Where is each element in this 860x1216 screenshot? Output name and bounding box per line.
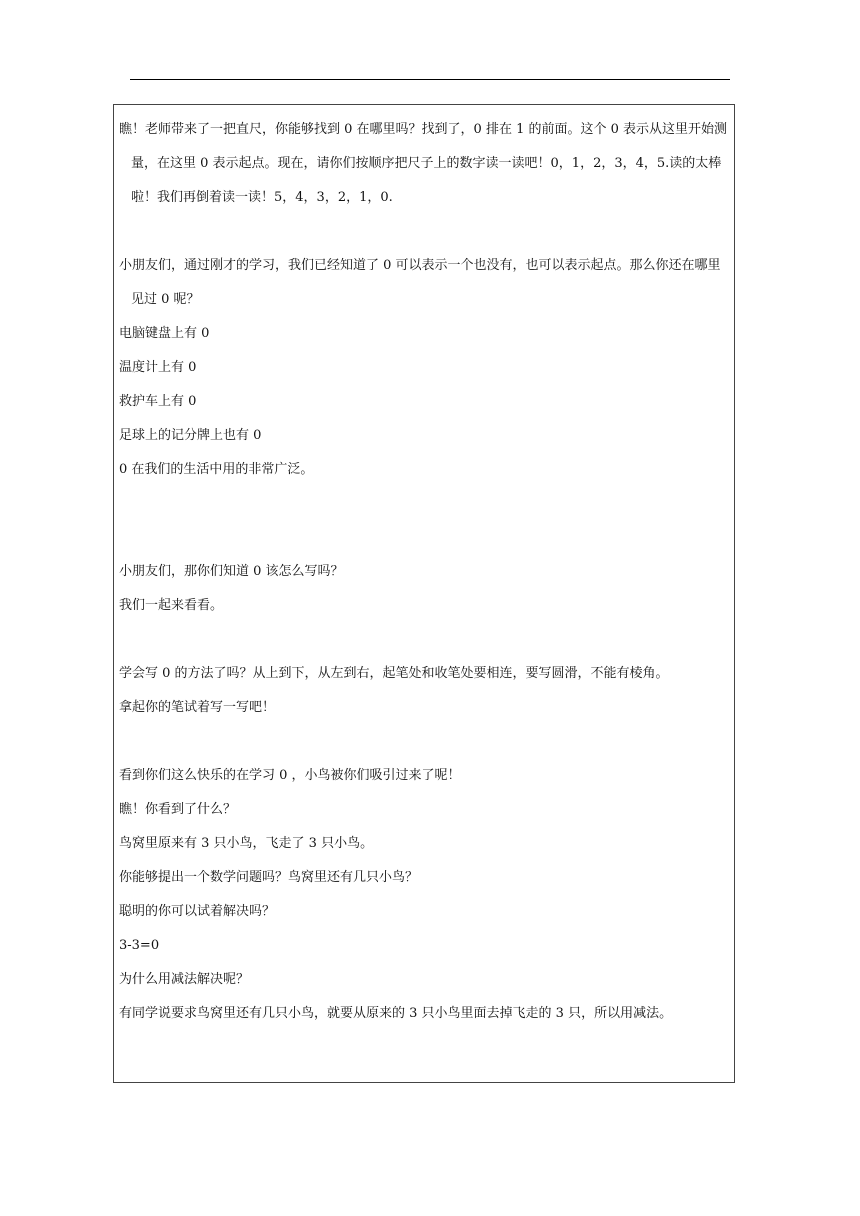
paragraph-try-solve: 聪明的你可以试着解决吗？	[119, 904, 276, 919]
paragraph-why-subtraction: 为什么用减法解决呢？	[119, 972, 250, 987]
lesson-content	[119, 113, 731, 1031]
paragraph-thermometer: 温度计上有 0	[119, 360, 197, 375]
header-rule	[130, 79, 730, 80]
blank-line	[119, 215, 731, 249]
paragraph-subtraction-explanation: 有同学说要求鸟窝里还有几只小鸟，就要从原来的 3 只小鸟里面去掉飞走的 3 只，所以用减法。	[119, 1006, 673, 1021]
paragraph-how-to-write: 小朋友们，那你们知道 0 该怎么写吗？	[119, 564, 344, 579]
paragraph-ambulance: 救护车上有 0	[119, 394, 197, 409]
paragraph-ruler-intro: 瞧！老师带来了一把直尺，你能够找到 0 在哪里吗？找到了，0 排在 1 的前面。这个 0 表示从这里开始测量，在这里 0 表示起点。现在，请你们按顺序把尺子上的数字读一读吧！0，1，2，3，4，5.读的太棒啦！我们再倒着读一读！5，4，3，2，1，0.	[119, 122, 728, 205]
paragraph-writing-method: 学会写 0 的方法了吗？从上到下，从左到右，起笔处和收笔处要相连，要写圆滑，不能有棱角。	[119, 666, 669, 681]
paragraph-what-see: 瞧！你看到了什么？	[119, 802, 237, 817]
blank-line	[119, 623, 731, 657]
paragraph-equation: 3-3=0	[119, 938, 160, 953]
paragraph-look-together: 我们一起来看看。	[119, 598, 224, 613]
paragraph-zero-meaning: 小朋友们，通过刚才的学习，我们已经知道了 0 可以表示一个也没有，也可以表示起点。那么你还在哪里见过 0 呢？	[119, 258, 721, 307]
paragraph-math-question: 你能够提出一个数学问题吗？鸟窝里还有几只小鸟？	[119, 870, 419, 885]
paragraph-birds-attracted: 看到你们这么快乐的在学习 0 ，小鸟被你们吸引过来了呢！	[119, 768, 461, 783]
blank-line	[119, 521, 731, 555]
paragraph-nest-birds: 鸟窝里原来有 3 只小鸟，飞走了 3 只小鸟。	[119, 836, 374, 851]
blank-line	[119, 487, 731, 521]
paragraph-scoreboard: 足球上的记分牌上也有 0	[119, 428, 262, 443]
blank-line	[119, 725, 731, 759]
paragraph-widely-used: 0 在我们的生活中用的非常广泛。	[119, 462, 314, 477]
paragraph-keyboard: 电脑键盘上有 0	[119, 326, 210, 341]
paragraph-try-writing: 拿起你的笔试着写一写吧！	[119, 700, 276, 715]
